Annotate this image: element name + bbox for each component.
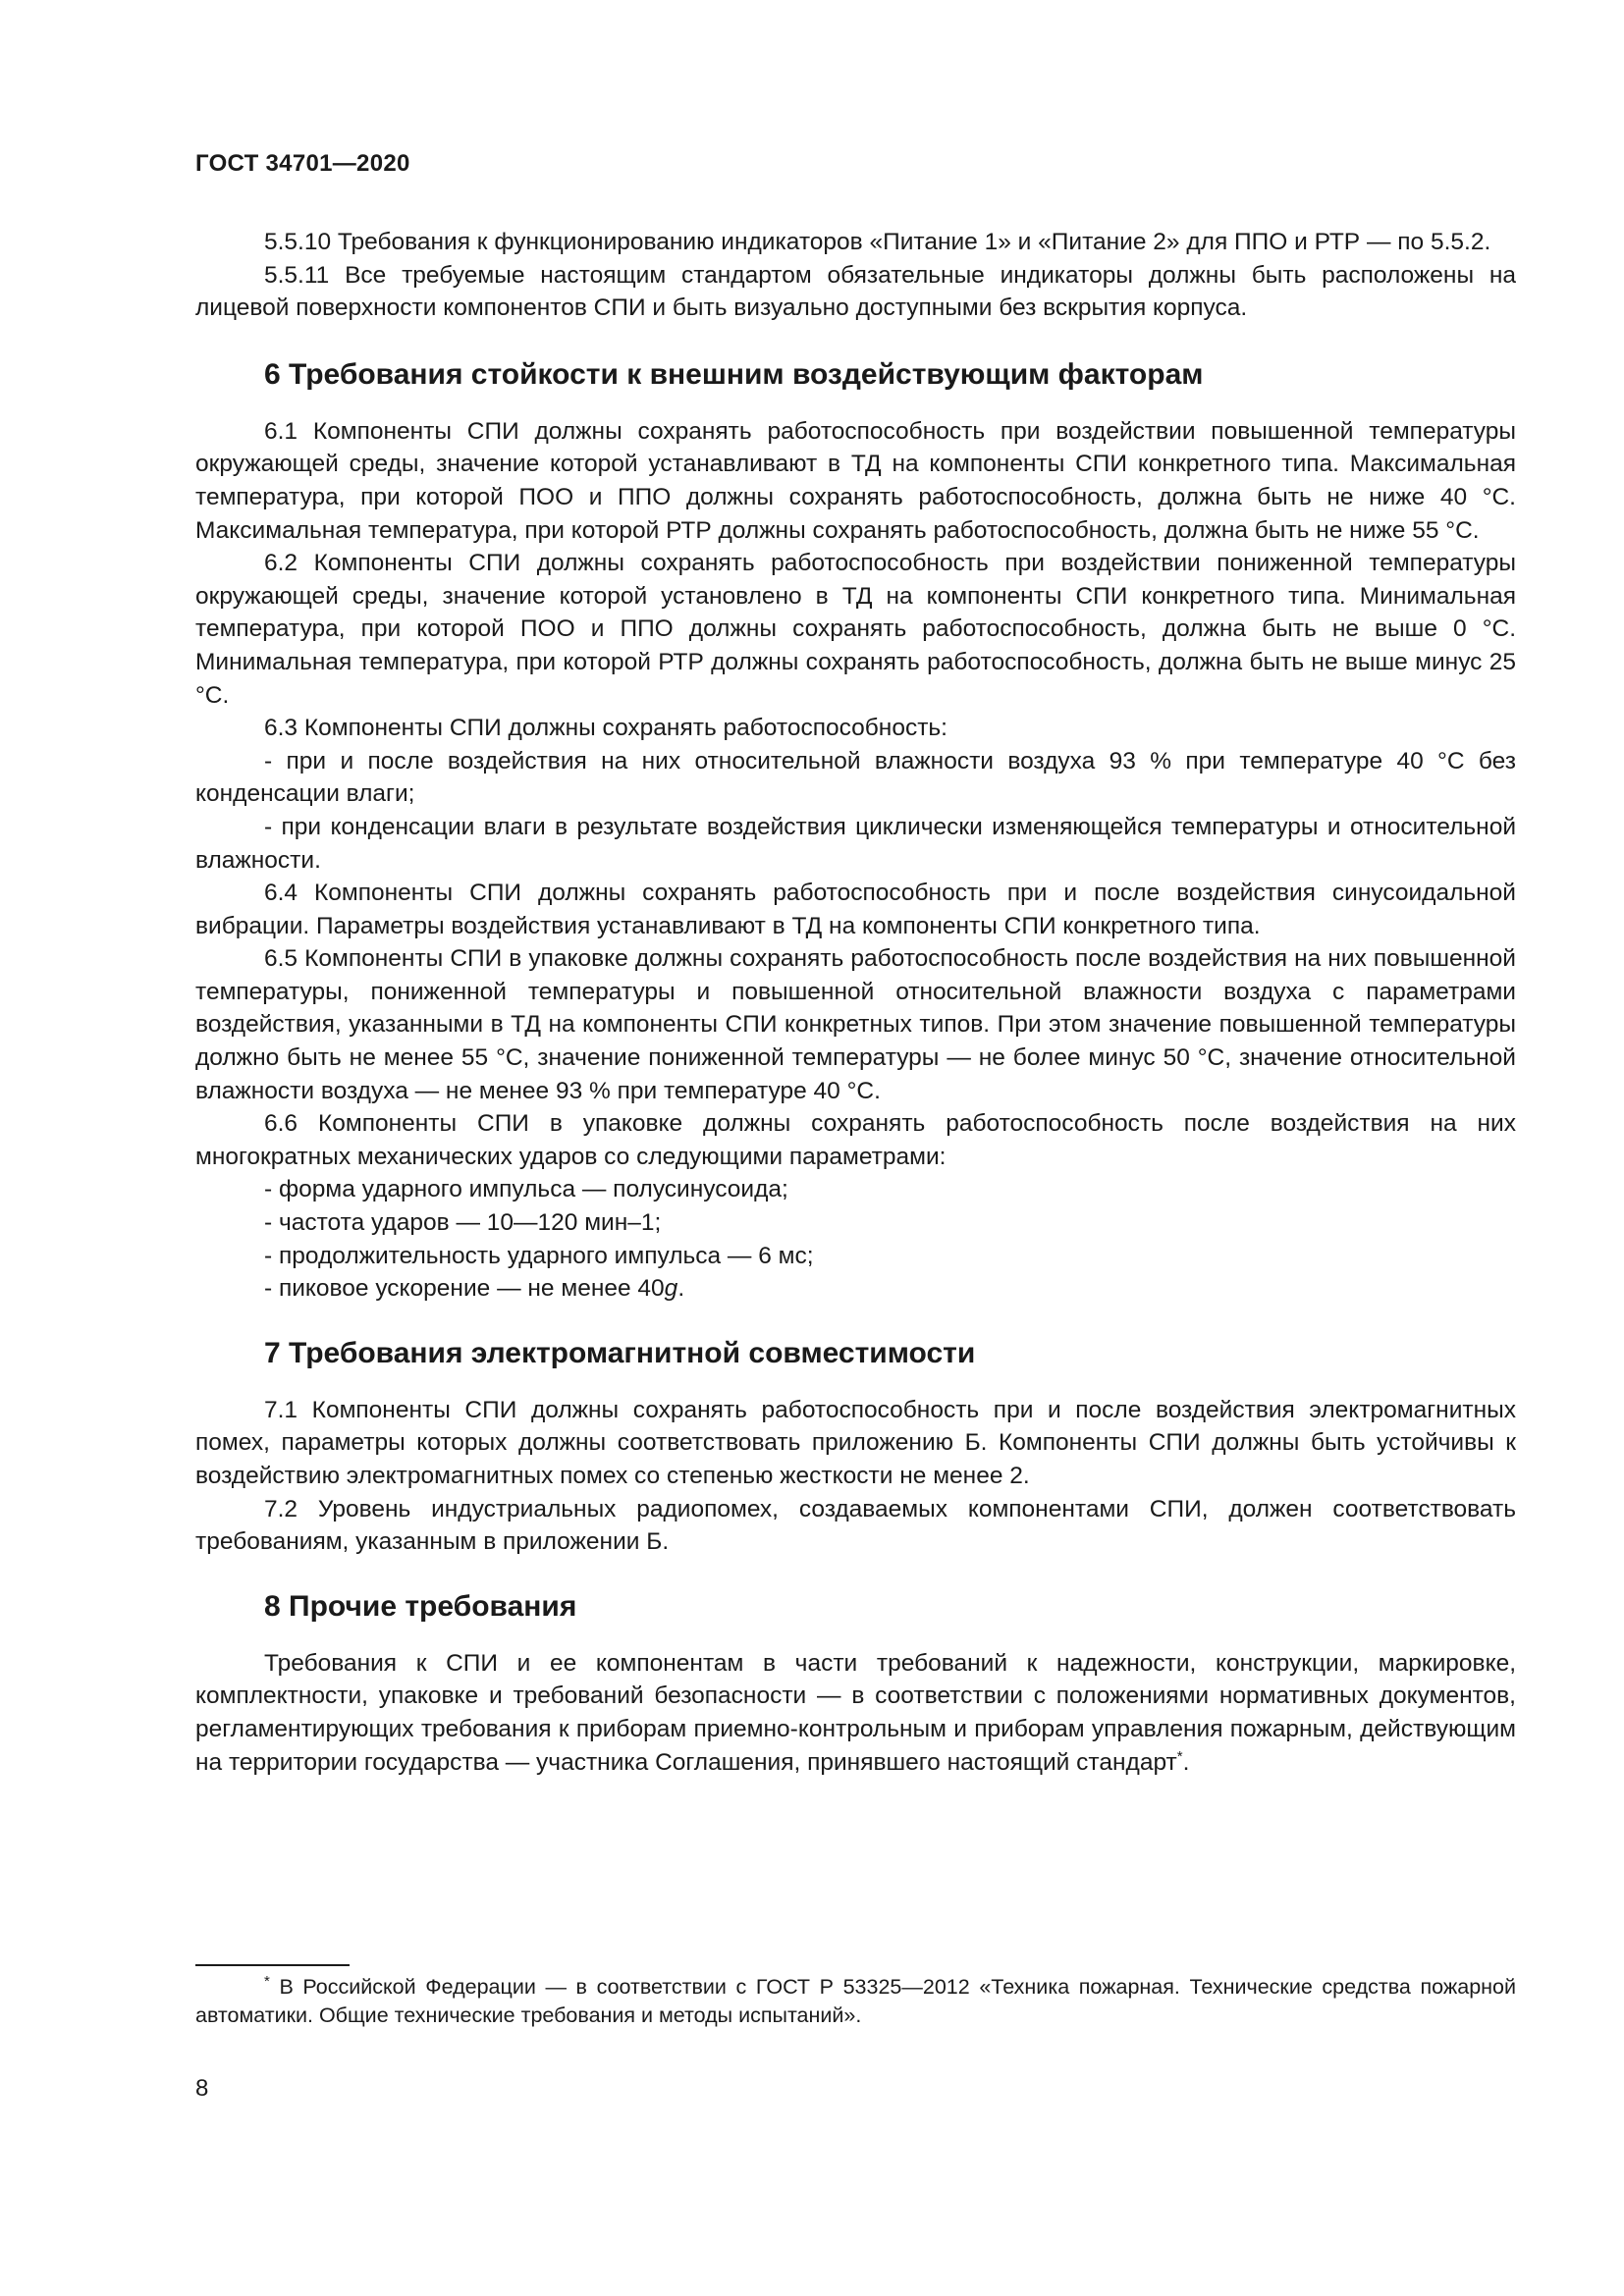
paragraph-7-2: 7.2 Уровень индустриальных радиопомех, создаваемых компонентами СПИ, должен соответствовать требованиям, указанным в приложении Б. <box>195 1495 1516 1556</box>
list-item-6-3-1: - при и после воздействия на них относительной влажности воздуха 93 % при температуре 40 °С без конденсации влаги; <box>195 747 1516 808</box>
list-item-6-6-4-end: . <box>677 1275 685 1303</box>
paragraph-7-1: 7.1 Компоненты СПИ должны сохранять работоспособность при и после воздействия электромагнитных помех, параметры которых должны соответствовать приложению Б. Компоненты СПИ должны быть устойчивы к воздействию электромагнитных помех со степенью жесткости не менее 2. <box>195 1396 1516 1489</box>
list-item-6-3-2: - при конденсации влаги в результате воздействия циклически изменяющейся температуры и относительной влажности. <box>195 813 1516 874</box>
list-item-6-6-2: - частота ударов — 10—120 мин–1; <box>264 1209 662 1237</box>
paragraph-6-6: 6.6 Компоненты СПИ в упаковке должны сохранять работоспособность после воздействия на них многократных механических ударов со следующими параметрами: <box>195 1110 1516 1170</box>
footnote-text: В Российской Федерации — в соответствии с ГОСТ Р 53325—2012 «Техника пожарная. Технические средства пожарной автоматики. Общие технические требования и методы испытаний». <box>195 1975 1516 2027</box>
list-item-6-6-1: - форма ударного импульса — полусинусоида; <box>264 1176 788 1203</box>
paragraph-6-1: 6.1 Компоненты СПИ должны сохранять работоспособность при воздействии повышенной температуры окружающей среды, значение которой устанавливают в ТД на компоненты СПИ конкретного типа. Максимальная температура, при которой ПОО и ППО должны сохранять работоспособность, должна быть не ниже 40 °С. Максимальная температура, при которой РТР должны сохранять работоспособность, должна быть не ниже 55 °С. <box>195 417 1516 544</box>
paragraph-6-5: 6.5 Компоненты СПИ в упаковке должны сохранять работоспособность после воздействия на них повышенной температуры, пониженной температуры и повышенной относительной влажности воздуха с параметрами воздействия, указанными в ТД на компоненты СПИ конкретных типов. При этом значение повышенной температуры должно быть не менее 55 °С, значение пониженной температуры — не более минус 50 °С, значение относительной влажности воздуха — не менее 93 % при температуре 40 °С. <box>195 945 1516 1104</box>
footnote <box>195 1973 1516 2030</box>
paragraph-6-4: 6.4 Компоненты СПИ должны сохранять работоспособность при и после воздействия синусоидальной вибрации. Параметры воздействия устанавливают в ТД на компоненты СПИ конкретного типа. <box>195 880 1516 939</box>
paragraph-8-text: Требования к СПИ и ее компонентам в части требований к надежности, конструкции, маркировке, комплектности, упаковке и требований безопасности — в соответствии с положениями нормативных документов, регламентирующих требования к приборам приемно-контрольным и приборам управления пожарным, действующим на территории государства — участника Соглашения, принявшего настоящий стандарт <box>195 1649 1516 1776</box>
section-7-title: 7 Требования электромагнитной совместимости <box>264 1336 976 1369</box>
section-6-title: 6 Требования стойкости к внешним воздействующим факторам <box>264 357 1204 391</box>
paragraph-6-3: 6.3 Компоненты СПИ должны сохранять работоспособность: <box>264 715 947 742</box>
section-8-title: 8 Прочие требования <box>264 1589 577 1623</box>
paragraph-5-5-11: 5.5.11 Все требуемые настоящим стандартом обязательные индикаторы должны быть расположены на лицевой поверхности компонентов СПИ и быть визуально доступными без вскрытия корпуса. <box>195 261 1516 322</box>
list-item-6-6-3: - продолжительность ударного импульса — 6 мс; <box>264 1242 814 1269</box>
paragraph-5-5-10: 5.5.10 Требования к функционированию индикаторов «Питание 1» и «Питание 2» для ППО и РТР — по 5.5.2. <box>264 229 1491 255</box>
unit-g: g <box>664 1275 678 1303</box>
document-body <box>195 226 1516 1779</box>
footnote-mark: * <box>264 1972 270 1990</box>
list-item-6-6-4 <box>195 1272 1516 1306</box>
footnote-reference-mark: * <box>1176 1747 1183 1765</box>
paragraph-8-end: . <box>1182 1748 1190 1776</box>
paragraph-8 <box>195 1647 1516 1779</box>
footnote-separator <box>195 1964 350 1966</box>
paragraph-6-2: 6.2 Компоненты СПИ должны сохранять работоспособность при воздействии пониженной температуры окружающей среды, значение которой установлено в ТД на компоненты СПИ конкретного типа. Минимальная температура, при которой ПОО и ППО должны сохранять работоспособность, должна быть не выше 0 °С. Минимальная температура, при которой РТР должны сохранять работоспособность, должна быть не выше минус 25 °С. <box>195 550 1516 709</box>
list-item-6-6-4-text: - пиковое ускорение — не менее 40 <box>264 1275 665 1303</box>
document-code-header: ГОСТ 34701—2020 <box>195 150 410 177</box>
page-number: 8 <box>195 2075 209 2102</box>
